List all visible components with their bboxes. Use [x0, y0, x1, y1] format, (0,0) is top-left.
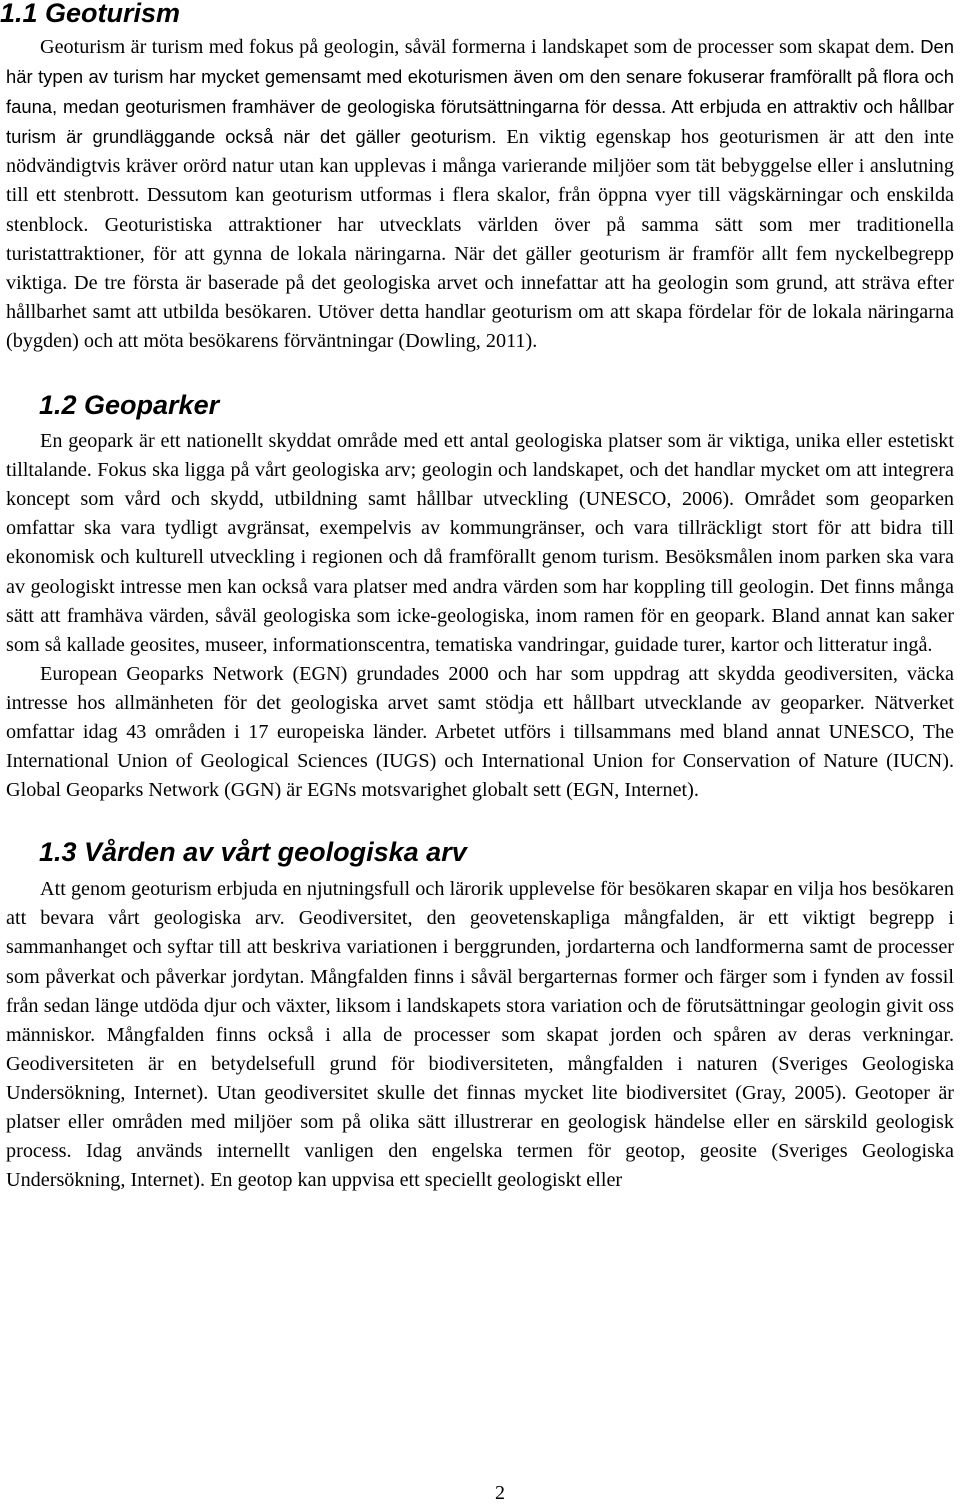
section-heading-geoparker: 1.2 Geoparker: [39, 390, 220, 421]
paragraph-run-sans: Den här typen av turism har mycket gemensamt med ekoturismen även om den senare fokuserar framförallt på flora och fauna, medan geoturismen framhäver de geologiska förutsättningarna för dessa. Att erbjuda en attraktiv och hållbar turism är grundläggande också när det gäller geoturism.: [6, 36, 954, 148]
paragraph-geoparker-2: [6, 660, 954, 805]
paragraph-run: En geopark är ett nationellt skyddat område med ett antal geologiska platser som är viktiga, unika eller estetiskt tilltalande. Fokus ska ligga på vårt geologiska arv; geologin och landskapet, och det handlar mycket om att integrera koncept som vård och skydd, utbildning samt hållbar utveckling (UNESCO, 2006). Området som geoparken omfattar ska vara tydligt avgränsat, exempelvis av kommungränser, och vara tillräckligt stort för att bidra till ekonomisk och kulturell utveckling i regionen och då framförallt genom turism. Besöksmålen inom parken ska vara av geologiskt intresse men kan också vara platser med andra värden som har koppling till geologin. Det finns många sätt att framhäva värden, såväl geologiska som icke-geologiska, inom ramen för en geopark. Bland annat kan saker som så kallade geosites, museer, informationscentra, tematiska vandringar, guidade turer, kartor och litteratur ingå.: [6, 430, 954, 656]
paragraph-geologiska-arv: [6, 875, 954, 1195]
paragraph-geoturism: [6, 32, 954, 356]
paragraph-run: Att genom geoturism erbjuda en njutningsfull och lärorik upplevelse för besökaren skapar en vilja hos besökaren att bevara vårt geologiska arv. Geodiversitet, den geovetenskapliga mångfalden, är ett viktigt begrepp i sammanhanget och syftar till att beskriva variationen i berggrunden, jordarterna och landformerna samt de processer som påverkat och påverkar jordytan. Mångfalden finns i såväl bergarternas former och färger som i fynden av fossil från sedan länge utdöda djur och växter, liksom i landskapets stora variation och de förutsättningar geologin givit oss människor. Mångfalden finns också i alla de processer som skapat jorden och spåren av deras verkningar. Geodiversiteten är en betydelsefull grund för biodiversiteten, mångfalden i naturen (Sveriges Geologiska Undersökning, Internet). Utan geodiversitet skulle det finnas mycket lite biodiversitet (Gray, 2005). Geotoper är platser eller områden med miljöer som på olika sätt illustrerar en geologisk händelse eller en särskild geologisk process. Idag används internellt vanligen den engelska termen för geotop, geosite (Sveriges Geologiska Undersökning, Internet). En geotop kan uppvisa ett speciellt geologiskt eller: [6, 878, 954, 1192]
paragraph-run: European Geoparks Network (EGN) grundades 2000 och har som uppdrag att skydda geodiversiten, väcka intresse hos allmänheten för det geologiska arvet samt stödja ett hållbart utvecklande av geoparker. Nätverket omfattar idag 43 områden i 17 europeiska länder. Arbetet utförs i tillsammans med bland annat UNESCO, The International Union of Geological Sciences (IUGS) och International Union for Conservation of Nature (IUCN). Global Geoparks Network (GGN) är EGNs motsvarighet globalt sett (EGN, Internet).: [6, 662, 954, 802]
paragraph-run: En viktig egenskap hos geoturismen är att den inte nödvändigtvis kräver orörd natur utan kan upplevas i många varierande miljöer som tät bebyggelse eller i anslutning till ett stenbrott. Dessutom kan geoturism utformas i flera skalor, från öppna vyer till vägskärningar och enskilda stenblock. Geoturistiska attraktioner har utvecklats världen över på samma sätt som mer traditionella turistattraktioner, för att gynna de lokala näringarna. När det gäller geoturism är framför allt fem nyckelbegrepp viktiga. De tre första är baserade på det geologiska arvet och innefattar att ha geologin som grund, att sträva efter hållbarhet samt att utbilda besökaren. Utöver detta handlar geoturism om att skapa fördelar för de lokala näringarna (bygden) och att möta besökarens förväntningar (Dowling, 2011).: [6, 126, 954, 352]
section-heading-geoturism: 1.1 Geoturism: [0, 0, 181, 28]
page-number: 2: [495, 1482, 505, 1504]
section-heading-geologiska-arv: 1.3 Vården av vårt geologiska arv: [39, 837, 467, 868]
paragraph-run: Geoturism är turism med fokus på geologin, såväl formerna i landskapet som de processer som skapat dem.: [40, 36, 921, 58]
paragraph-geoparker-1: [6, 427, 954, 660]
